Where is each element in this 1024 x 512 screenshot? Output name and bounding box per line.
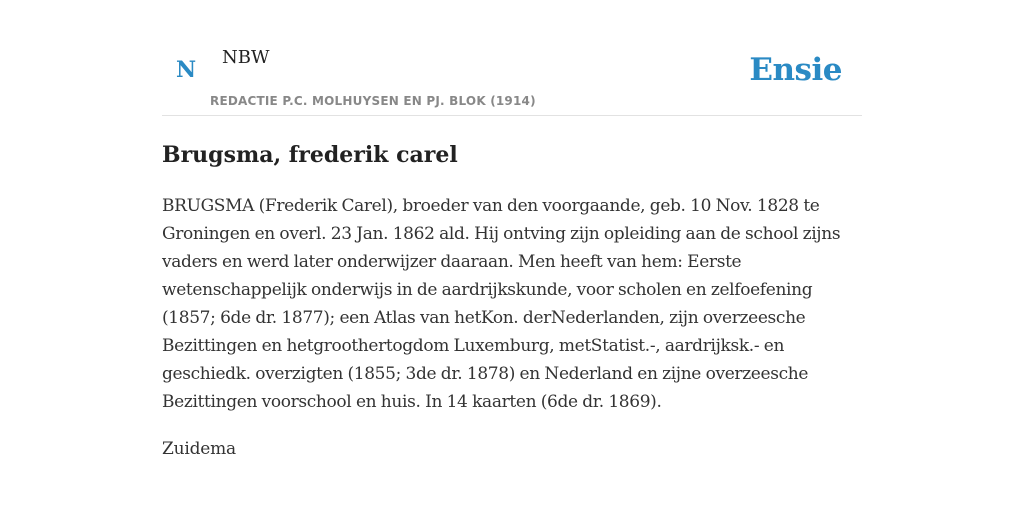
source-editor: REDACTIE P.C. MOLHUYSEN EN PJ. BLOK (1914)	[210, 94, 536, 108]
article-title: Brugsma, frederik carel	[162, 142, 458, 168]
source-logo-icon[interactable]: N	[176, 57, 197, 83]
brand-logo[interactable]: Ensie	[749, 52, 842, 88]
header-divider	[162, 115, 862, 116]
article-author: Zuidema	[162, 439, 236, 459]
source-name[interactable]: NBW	[222, 47, 270, 68]
article-body: BRUGSMA (Frederik Carel), broeder van den voorgaande, geb. 10 Nov. 1828 te Groningen en overl. 23 Jan. 1862 ald. Hij ontving zijn opleiding aan de school zijns vaders en werd later onderwijzer daaraan. Men heeft van hem: Eerste wetenschappelijk onderwijs in de aardrijkskunde, voor scholen en zelfoefening (1857; 6de dr. 1877); een Atlas van hetKon. derNederlanden, zijn overzeesche Bezittingen en hetgroothertogdom Luxemburg, metStatist.-, aardrijksk.- en geschiedk. overzigten (1855; 3de dr. 1878) en Nederland en zijne overzeesche Bezittingen voorschool en huis. In 14 kaarten (6de dr. 1869).	[162, 196, 841, 412]
